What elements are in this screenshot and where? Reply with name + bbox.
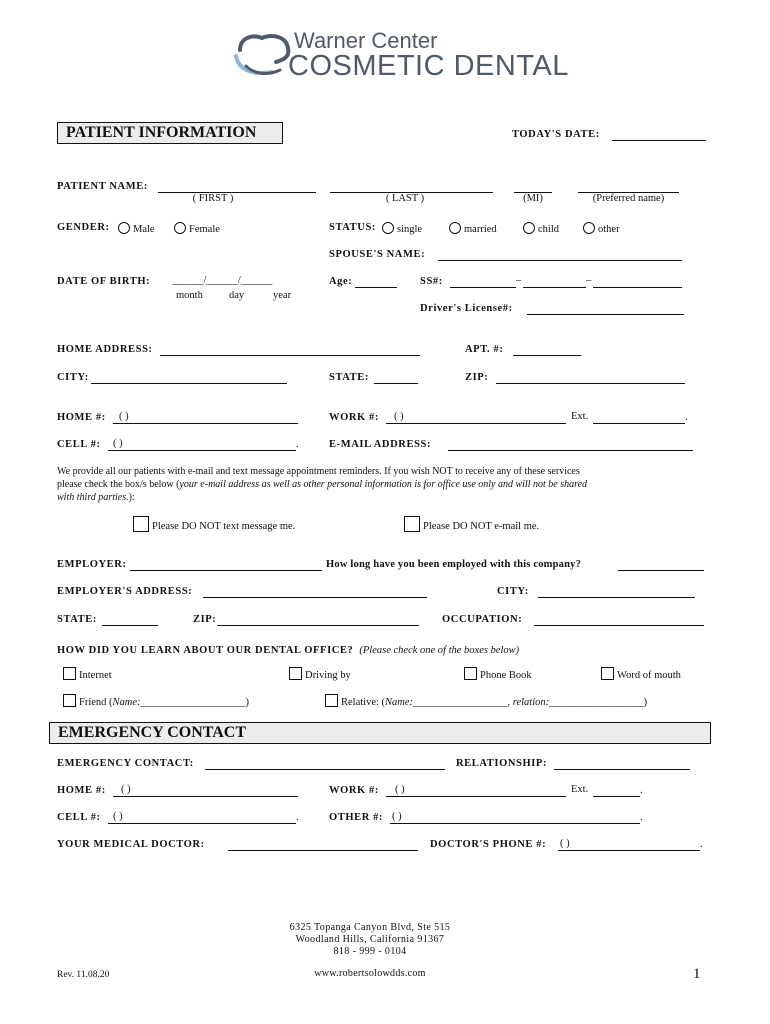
- apt-label: APT. #:: [465, 344, 504, 355]
- cell-phone-label: CELL #:: [57, 439, 101, 450]
- home-phone-label: HOME #:: [57, 412, 106, 423]
- phone-book-checkbox[interactable]: [464, 667, 477, 680]
- emergency-cell-end: .: [296, 812, 299, 823]
- gender-label: GENDER:: [57, 222, 110, 233]
- emergency-contact-field[interactable]: [205, 769, 445, 770]
- logo: [232, 28, 569, 84]
- emergency-other-area: ( ): [392, 811, 402, 822]
- gender-male-option[interactable]: Male: [118, 222, 155, 235]
- opt-out-email-option[interactable]: Please DO NOT e-mail me.: [404, 516, 539, 532]
- state-label: STATE:: [329, 372, 369, 383]
- status-married-option[interactable]: married: [449, 222, 497, 235]
- drivers-license-field[interactable]: [527, 314, 684, 315]
- zip-field[interactable]: [496, 383, 685, 384]
- referral-friend-option[interactable]: Friend (Name:____________________): [63, 694, 249, 708]
- patient-name-label: PATIENT NAME:: [57, 181, 148, 192]
- radio-single[interactable]: [382, 222, 394, 234]
- ss-label: SS#:: [420, 276, 443, 287]
- relative-checkbox[interactable]: [325, 694, 338, 707]
- ss-dash-1: –: [516, 275, 522, 286]
- first-name-caption: ( FIRST ): [192, 193, 234, 204]
- employer-address-label: EMPLOYER'S ADDRESS:: [57, 586, 193, 597]
- doctor-phone-area: ( ): [560, 838, 570, 849]
- work-phone-field[interactable]: [386, 423, 566, 424]
- status-other-option[interactable]: other: [583, 222, 620, 235]
- footer-website[interactable]: www.robertsolowdds.com: [314, 968, 426, 979]
- page-number: 1: [693, 966, 701, 982]
- employment-length-label: How long have you been employed with this company?: [326, 559, 582, 570]
- radio-female[interactable]: [174, 222, 186, 234]
- emergency-work-label: WORK #:: [329, 785, 379, 796]
- doctor-phone-end: .: [700, 839, 703, 850]
- logo-line2: COSMETIC DENTAL: [288, 50, 569, 82]
- mi-caption: (MI): [523, 193, 543, 204]
- relationship-label: RELATIONSHIP:: [456, 758, 548, 769]
- dob-day-caption: day: [229, 290, 245, 301]
- notice-line2: please check the box/s below (your e-mail address as well as other personal information is for office use only and will not be shared: [57, 479, 588, 490]
- footer-phone: 818 - 999 - 0104: [333, 946, 407, 957]
- home-address-field[interactable]: [160, 355, 420, 356]
- referral-internet-option[interactable]: Internet: [63, 667, 112, 681]
- dob-field[interactable]: ______/______/______: [172, 275, 273, 286]
- todays-date-field[interactable]: [612, 140, 706, 141]
- cell-phone-field[interactable]: [108, 450, 296, 451]
- emergency-cell-area: ( ): [113, 811, 123, 822]
- state-field[interactable]: [374, 383, 418, 384]
- dob-year-caption: year: [273, 290, 292, 301]
- emergency-work-area: ( ): [395, 784, 405, 795]
- doctor-phone-field[interactable]: [558, 850, 700, 851]
- ss-field-3[interactable]: [593, 287, 682, 288]
- home-address-label: HOME ADDRESS:: [57, 344, 153, 355]
- friend-checkbox[interactable]: [63, 694, 76, 707]
- work-ext-field[interactable]: [593, 423, 685, 424]
- email-label: E-MAIL ADDRESS:: [329, 439, 432, 450]
- emergency-home-area: ( ): [121, 784, 131, 795]
- emergency-ext-field[interactable]: [593, 796, 640, 797]
- emergency-cell-field[interactable]: [108, 823, 296, 824]
- employer-city-field[interactable]: [538, 597, 695, 598]
- emergency-ext-end: .: [640, 785, 643, 796]
- referral-driving-option[interactable]: Driving by: [289, 667, 351, 681]
- employer-zip-label: ZIP:: [193, 614, 217, 625]
- ss-field-1[interactable]: [450, 287, 516, 288]
- doctor-phone-label: DOCTOR'S PHONE #:: [430, 839, 547, 850]
- emergency-home-label: HOME #:: [57, 785, 106, 796]
- footer-address2: Woodland Hills, California 91367: [295, 934, 445, 945]
- opt-out-text-option[interactable]: Please DO NOT text message me.: [133, 516, 295, 532]
- emergency-work-field[interactable]: [386, 796, 566, 797]
- radio-child[interactable]: [523, 222, 535, 234]
- notice-line1: We provide all our patients with e-mail and text message appointment reminders. If you wish NOT to receive any of these services: [57, 466, 580, 477]
- medical-doctor-label: YOUR MEDICAL DOCTOR:: [57, 839, 205, 850]
- work-ext-label: Ext.: [571, 411, 589, 422]
- emergency-cell-label: CELL #:: [57, 812, 101, 823]
- employer-zip-field[interactable]: [217, 625, 419, 626]
- age-label: Age:: [329, 276, 353, 287]
- cell-phone-area: ( ): [113, 438, 123, 449]
- emergency-other-field[interactable]: [390, 823, 640, 824]
- last-name-caption: ( LAST ): [385, 193, 425, 204]
- referral-relative-option[interactable]: Relative: (Name:__________________, relation:__________________): [325, 694, 647, 708]
- internet-checkbox[interactable]: [63, 667, 76, 680]
- preferred-name-caption: (Preferred name): [592, 193, 665, 204]
- word-of-mouth-checkbox[interactable]: [601, 667, 614, 680]
- status-single-option[interactable]: single: [382, 222, 422, 235]
- emergency-ext-label: Ext.: [571, 784, 589, 795]
- city-label: CITY:: [57, 372, 89, 383]
- medical-doctor-field[interactable]: [228, 850, 418, 851]
- footer-address1: 6325 Topanga Canyon Blvd, Ste 515: [289, 922, 451, 933]
- radio-other[interactable]: [583, 222, 595, 234]
- cell-phone-end: .: [296, 439, 299, 450]
- home-phone-field[interactable]: [113, 423, 298, 424]
- ss-dash-2: –: [586, 275, 592, 286]
- radio-male[interactable]: [118, 222, 130, 234]
- occupation-label: OCCUPATION:: [442, 614, 523, 625]
- driving-checkbox[interactable]: [289, 667, 302, 680]
- employer-field[interactable]: [130, 570, 322, 571]
- occupation-field[interactable]: [534, 625, 704, 626]
- revision-label: Rev. 11.08.20: [57, 970, 110, 980]
- city-field[interactable]: [91, 383, 287, 384]
- radio-married[interactable]: [449, 222, 461, 234]
- email-field[interactable]: [448, 450, 693, 451]
- employer-label: EMPLOYER:: [57, 559, 127, 570]
- drivers-license-label: Driver's License#:: [420, 303, 513, 314]
- referral-word-of-mouth-option[interactable]: Word of mouth: [601, 667, 681, 681]
- todays-date-label: TODAY'S DATE:: [512, 129, 600, 140]
- employer-address-field[interactable]: [203, 597, 427, 598]
- patient-info-heading: PATIENT INFORMATION: [57, 122, 283, 144]
- emergency-other-end: .: [640, 812, 643, 823]
- status-child-option[interactable]: child: [523, 222, 559, 235]
- opt-out-text-checkbox[interactable]: [133, 516, 149, 532]
- spouse-name-field[interactable]: [438, 260, 682, 261]
- tooth-icon: [232, 30, 292, 82]
- logo-line1: Warner Center: [294, 28, 438, 53]
- employment-length-field[interactable]: [618, 570, 704, 571]
- spouse-name-label: SPOUSE'S NAME:: [329, 249, 426, 260]
- relationship-field[interactable]: [554, 769, 690, 770]
- dob-month-caption: month: [176, 290, 203, 301]
- employer-state-label: STATE:: [57, 614, 97, 625]
- apt-field[interactable]: [513, 355, 581, 356]
- emergency-other-label: OTHER #:: [329, 812, 384, 823]
- gender-female-option[interactable]: Female: [174, 222, 220, 235]
- referral-question: HOW DID YOU LEARN ABOUT OUR DENTAL OFFICE? (Please check one of the boxes below): [57, 645, 520, 656]
- age-field[interactable]: [355, 287, 397, 288]
- emergency-home-field[interactable]: [113, 796, 298, 797]
- work-phone-area: ( ): [394, 411, 404, 422]
- status-label: STATUS:: [329, 222, 376, 233]
- work-phone-label: WORK #:: [329, 412, 379, 423]
- dob-label: DATE OF BIRTH:: [57, 276, 151, 287]
- work-phone-end: .: [685, 412, 688, 423]
- notice-line3: with third parties.):: [57, 492, 135, 503]
- home-phone-area: ( ): [119, 411, 129, 422]
- emergency-contact-heading: EMERGENCY CONTACT: [49, 722, 711, 744]
- referral-phone-book-option[interactable]: Phone Book: [464, 667, 532, 681]
- zip-label: ZIP:: [465, 372, 489, 383]
- employer-city-label: CITY:: [497, 586, 529, 597]
- opt-out-email-checkbox[interactable]: [404, 516, 420, 532]
- employer-state-field[interactable]: [102, 625, 158, 626]
- ss-field-2[interactable]: [523, 287, 586, 288]
- emergency-contact-label: EMERGENCY CONTACT:: [57, 758, 194, 769]
